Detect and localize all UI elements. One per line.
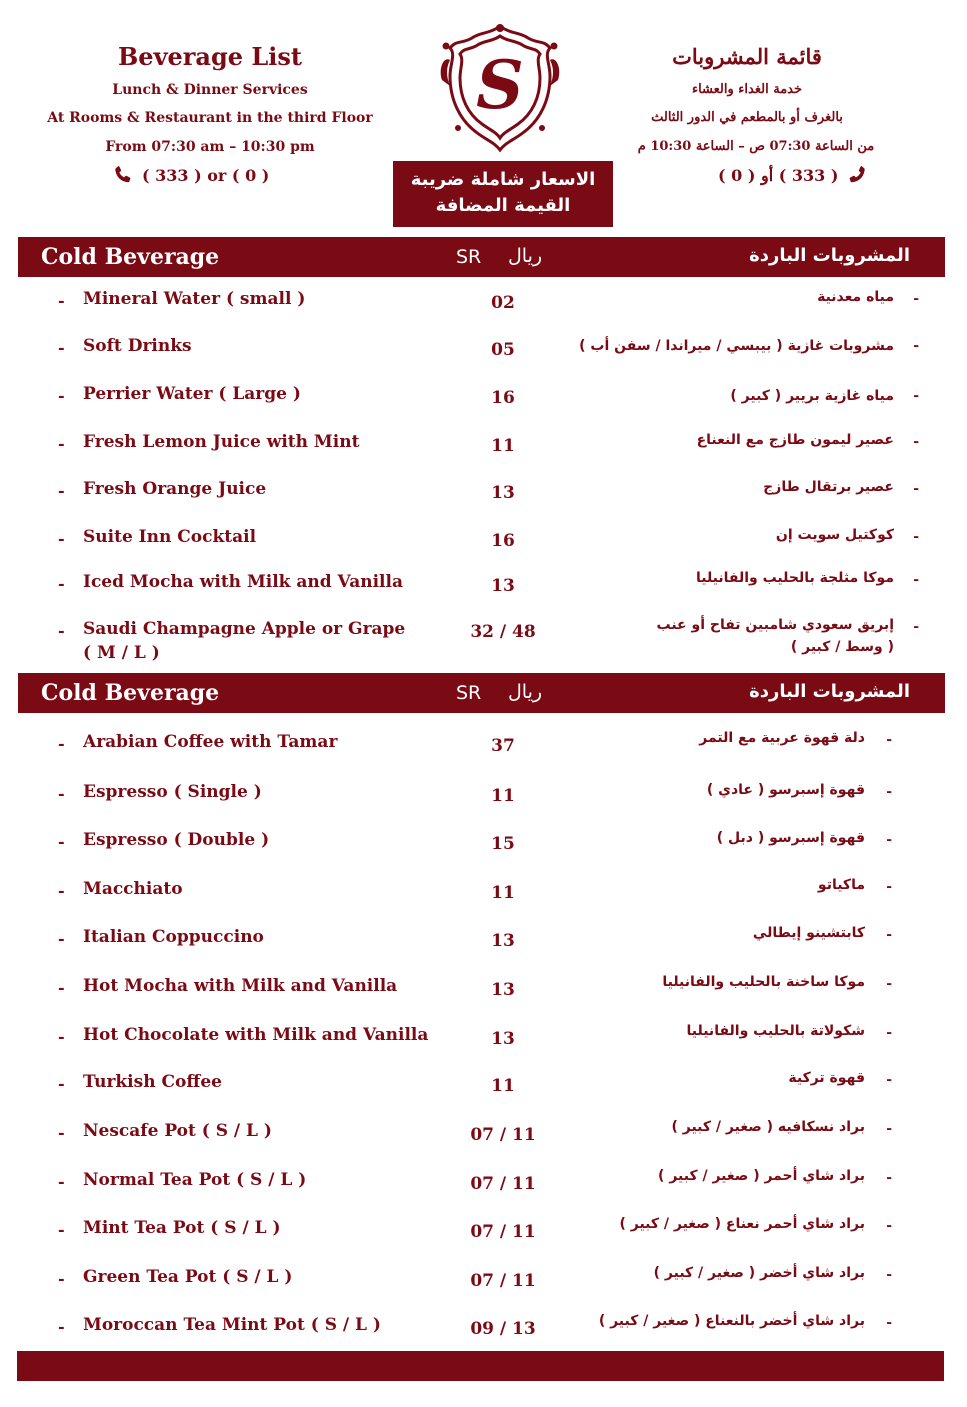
item-name-arabic: ماكياتو: [817, 877, 865, 893]
location-english: At Rooms & Restaurant in the third Floor: [47, 110, 373, 126]
list-item: - Moroccan Tea Mint Pot ( S / L ) 09 / 13 براد شاي أخضر بالنعناع ( صغير / كبير ) -: [58, 1313, 892, 1339]
item-name-arabic: إبريق سعودي شامبين تفاح أو عنب: [656, 617, 894, 633]
item-price: 11: [491, 436, 515, 456]
item-name-arabic: مياه معدنية: [817, 289, 894, 305]
item-name: Fresh Orange Juice: [83, 479, 267, 499]
list-item: - Espresso ( Single ) 11 قهوة إسبرسو ( عادي ) -: [58, 782, 892, 806]
services-english: Lunch & Dinner Services: [112, 82, 308, 98]
list-item: - Italian Coppuccino 13 كابتشينو إيطالي -: [58, 925, 892, 951]
list-item: - Iced Mocha with Milk and Vanilla 13 موكا مثلجة بالحليب والفانيليا -: [58, 570, 919, 596]
hours-english: From 07:30 am – 10:30 pm: [105, 139, 315, 155]
phone-icon: [112, 164, 134, 186]
item-price: 02: [491, 293, 515, 313]
phone-icon: [846, 164, 868, 186]
section-header-cold-1: [18, 237, 945, 277]
item-name: Macchiato: [83, 879, 183, 899]
item-name-arabic: شكولاتة بالحليب والفانيليا: [686, 1023, 865, 1039]
item-name-arabic: دلة قهوة عربية مع التمر: [699, 730, 865, 746]
item-name: Hot Mocha with Milk and Vanilla: [83, 976, 398, 996]
section-title-arabic: المشروبات الباردة: [749, 681, 910, 702]
list-item: - Fresh Orange Juice 13 عصير برتقال طازج -: [58, 479, 919, 503]
list-item: - Macchiato 11 ماكياتو -: [58, 877, 892, 903]
item-name: Iced Mocha with Milk and Vanilla: [83, 572, 403, 592]
hotel-crest-logo: [438, 20, 562, 155]
logo-letter: S: [476, 46, 524, 124]
list-item: - Mint Tea Pot ( S / L ) 07 / 11 براد شاي أحمر نعناع ( صغير / كبير ) -: [58, 1216, 892, 1242]
item-price: 11: [491, 883, 515, 903]
phone-english-text: ( 333 ) or ( 0 ): [142, 165, 270, 185]
section-title-arabic: المشروبات الباردة: [749, 245, 910, 266]
title-arabic: قائمة المشروبات: [672, 44, 822, 69]
services-arabic: خدمة الغداء والعشاء: [691, 82, 803, 97]
item-price: 07 / 11: [470, 1271, 536, 1291]
list-item: - Mineral Water ( small ) 02 مياه معدنية -: [58, 289, 919, 313]
item-name-arabic: موكا مثلجة بالحليب والفانيليا: [695, 570, 894, 586]
item-name: Turkish Coffee: [83, 1072, 222, 1092]
item-price: 16: [491, 388, 515, 408]
item-name: Perrier Water ( Large ): [83, 384, 301, 404]
item-name-arabic: قهوة إسبرسو ( دبل ): [716, 830, 865, 846]
item-name: Espresso ( Single ): [83, 782, 262, 802]
item-price: 07 / 11: [470, 1222, 536, 1242]
item-name: Green Tea Pot ( S / L ): [83, 1267, 293, 1287]
item-name: Mineral Water ( small ): [83, 289, 306, 309]
item-price: 11: [491, 1076, 515, 1096]
item-price: 09 / 13: [470, 1319, 536, 1339]
item-price: 16: [491, 531, 515, 551]
list-item: - Nescafe Pot ( S / L ) 07 / 11 براد نسكافيه ( صغير / كبير ) -: [58, 1119, 892, 1145]
item-name-arabic: كوكتيل سويت إن: [775, 527, 894, 543]
item-name: Arabian Coffee with Tamar: [83, 732, 338, 752]
item-name: Fresh Lemon Juice with Mint: [83, 432, 360, 452]
item-price: 07 / 11: [470, 1174, 536, 1194]
phone-arabic-text: ( 333 ) أو ( 0 ): [718, 165, 839, 185]
item-price: 13: [491, 483, 515, 503]
list-item: - Perrier Water ( Large ) 16 مياه غازية بريير ( كبير ) -: [58, 384, 919, 408]
item-name: Suite Inn Cocktail: [83, 527, 257, 547]
item-price: 32 / 48: [470, 622, 536, 642]
item-price: 13: [491, 931, 515, 951]
section-title-english: Cold Beverage: [41, 244, 220, 270]
section-title-english: Cold Beverage: [41, 680, 220, 706]
list-item: - Saudi Champagne Apple or Grape ( M / L ) 32 / 48 إبريق سعودي شامبين تفاح أو عنب ( وسط / كبير ) -: [58, 617, 919, 663]
vat-line-1: الاسعار شاملة ضريبة: [410, 169, 596, 190]
list-item: - Turkish Coffee 11 قهوة تركية -: [58, 1070, 892, 1096]
currency-arabic: ريال: [508, 681, 543, 703]
item-price: 13: [491, 980, 515, 1000]
item-name-arabic: براد شاي أخضر ( صغير / كبير ): [653, 1265, 865, 1281]
item-name-arabic: براد شاي أخضر بالنعناع ( صغير / كبير ): [598, 1313, 865, 1329]
item-name-arabic: قهوة تركية: [788, 1070, 865, 1086]
item-name-arabic: قهوة إسبرسو ( عادي ): [706, 782, 865, 798]
item-name: Moroccan Tea Mint Pot ( S / L ): [83, 1315, 381, 1335]
item-name-arabic: موكا ساخنة بالحليب والفانيليا: [662, 974, 865, 990]
item-name-arabic: مياه غازية بريير ( كبير ): [730, 388, 894, 404]
item-name: Normal Tea Pot ( S / L ): [83, 1170, 307, 1190]
location-arabic: بالغرف أو بالمطعم في الدور الثالث: [651, 110, 843, 125]
item-price: 15: [491, 834, 515, 854]
vat-notice: [393, 161, 613, 227]
list-item: - Espresso ( Double ) 15 قهوة إسبرسو ( دبل ) -: [58, 830, 892, 854]
item-name-arabic: براد شاي أحمر نعناع ( صغير / كبير ): [619, 1216, 865, 1232]
phone-english: [112, 164, 269, 186]
item-price: 37: [491, 736, 515, 756]
list-item: - Normal Tea Pot ( S / L ) 07 / 11 براد شاي أحمر ( صغير / كبير ) -: [58, 1168, 892, 1194]
item-name-line-2: ( M / L ): [83, 643, 160, 663]
item-price: 13: [491, 1029, 515, 1049]
item-name: Italian Coppuccino: [83, 927, 264, 947]
item-name: Espresso ( Double ): [83, 830, 270, 850]
item-name: Mint Tea Pot ( S / L ): [83, 1218, 281, 1238]
item-name: Saudi Champagne Apple or Grape: [83, 619, 406, 639]
footer-bar: [17, 1351, 944, 1381]
item-name-arabic: براد شاي أحمر ( صغير / كبير ): [658, 1168, 865, 1184]
item-name: Soft Drinks: [83, 336, 192, 356]
item-name-arabic-line-2: ( وسط / كبير ): [790, 639, 894, 655]
vat-line-2: القيمة المضافة: [435, 195, 571, 216]
list-item: - Arabian Coffee with Tamar 37 دلة قهوة عربية مع التمر -: [58, 730, 892, 756]
hours-arabic: من الساعة 07:30 ص – الساعة 10:30 م: [637, 139, 875, 154]
list-item: - Fresh Lemon Juice with Mint 11 عصير ليمون طازج مع النعناع -: [58, 432, 919, 456]
currency-arabic: ريال: [508, 245, 543, 267]
item-price: 11: [491, 786, 515, 806]
list-item: - Hot Mocha with Milk and Vanilla 13 موكا ساخنة بالحليب والفانيليا -: [58, 974, 892, 1000]
item-name-arabic: براد نسكافيه ( صغير / كبير ): [671, 1119, 865, 1135]
list-item: - Green Tea Pot ( S / L ) 07 / 11 براد شاي أخضر ( صغير / كبير ) -: [58, 1265, 892, 1291]
phone-arabic: [718, 164, 868, 186]
item-name-arabic: عصير برتقال طازج: [763, 479, 894, 495]
item-name-arabic: مشروبات غازية ( بيبسي / ميراندا / سفن أب ): [579, 338, 894, 354]
list-item: - Suite Inn Cocktail 16 كوكتيل سويت إن -: [58, 527, 919, 551]
item-price: 13: [491, 576, 515, 596]
currency-english: SR: [456, 246, 482, 268]
item-name: Nescafe Pot ( S / L ): [83, 1121, 272, 1141]
item-name-arabic: عصير ليمون طازج مع النعناع: [696, 432, 894, 448]
item-name-arabic: كابتشينو إيطالي: [752, 925, 865, 941]
currency-english: SR: [456, 682, 482, 704]
section-header-cold-2: [18, 673, 945, 713]
item-price: 07 / 11: [470, 1125, 536, 1145]
list-item: - Soft Drinks 05 مشروبات غازية ( بيبسي / ميراندا / سفن أب ) -: [58, 336, 919, 360]
title-english: Beverage List: [118, 42, 302, 71]
item-name: Hot Chocolate with Milk and Vanilla: [83, 1025, 429, 1045]
item-price: 05: [491, 340, 515, 360]
list-item: - Hot Chocolate with Milk and Vanilla 13 شكولاتة بالحليب والفانيليا -: [58, 1023, 892, 1049]
